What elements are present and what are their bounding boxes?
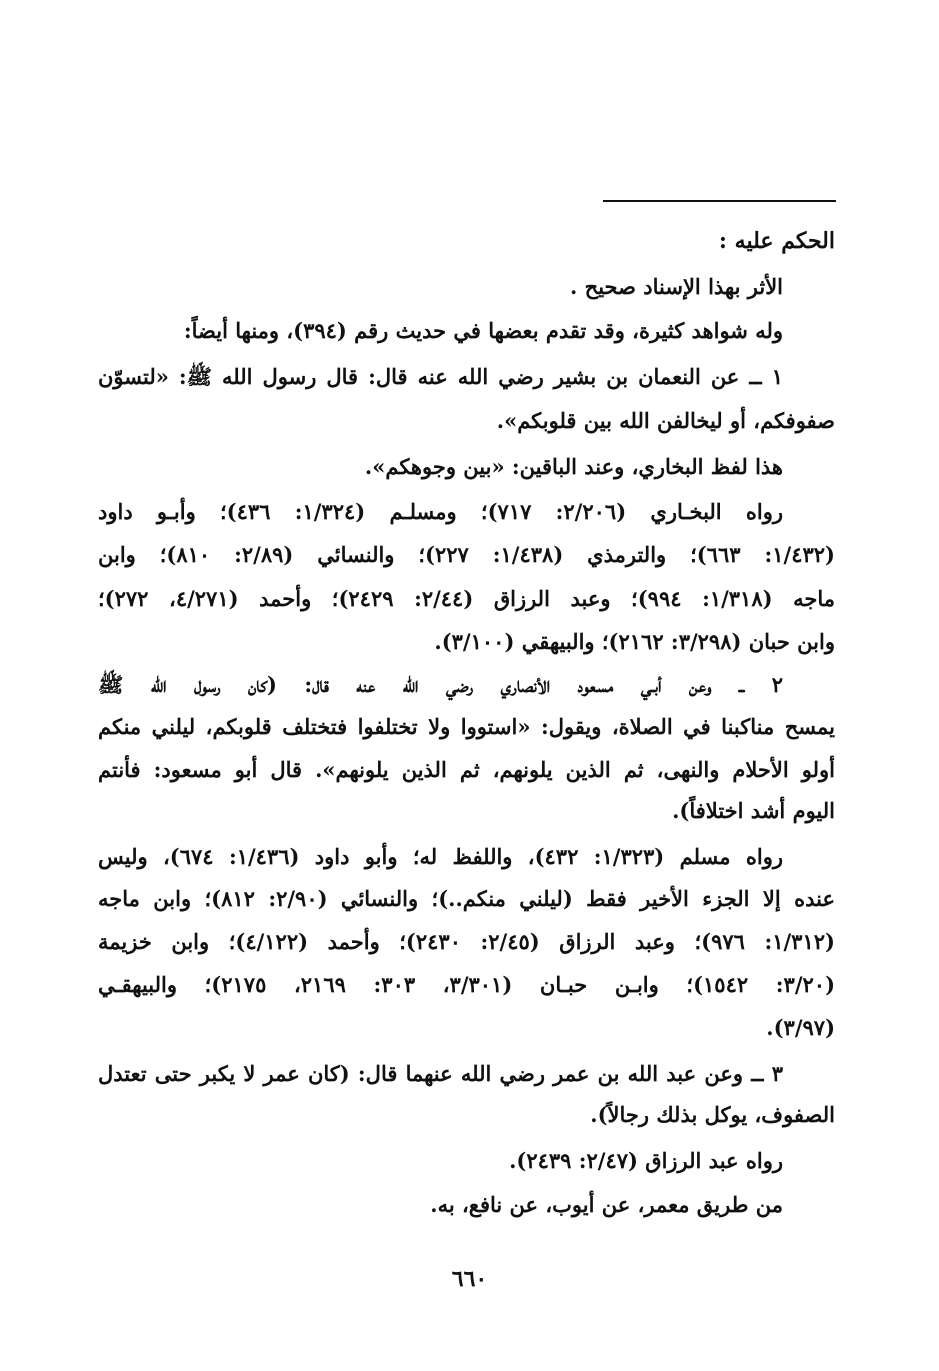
text-line-8: ماجه (١/٣١٨: ٩٩٤)؛ وعبد الرزاق (٢/٤٤: ٢٤٢٩)؛ وأحمد (٤/٢٧١، ٢٧٢)؛	[98, 586, 835, 611]
text-line-16: (١/٣١٢: ٩٧٦)؛ وعبد الرزاق (٢/٤٥: ٢٤٣٠)؛ وأحمد (٤/١٢٢)؛ وابن خزيمة	[98, 929, 835, 954]
text-line-13: اليوم أشد اختلافاً).	[672, 798, 835, 823]
text-line-22: من طريق معمر، عن أيوب، عن نافع، به.	[430, 1192, 783, 1217]
text-line-18: (٣/٩٧).	[766, 1015, 835, 1040]
text-line-19: ٣ ــ وعن عبد الله بن عمر رضي الله عنهما قال: (كان عمر لا يكبر حتى تعتدل	[98, 1061, 783, 1086]
text-line-5: هذا لفظ البخاري، وعند الباقين: «بين وجوهكم».	[364, 454, 783, 479]
footnote-separator-rule	[603, 200, 836, 202]
text-line-15: عنده إلا الجزء الأخير فقط (ليلني منكم..)؛ والنسائي (٢/٩٠: ٨١٢)؛ وابن ماجه	[98, 886, 835, 911]
text-line-3: ١ ــ عن النعمان بن بشير رضي الله عنه قال: قال رسول الله ﷺ: «لتسوّن	[98, 364, 783, 389]
text-line-1: الأثر بهذا الإسناد صحيح .	[570, 274, 783, 299]
text-line-7: (١/٤٣٢: ٦٦٣)؛ والترمذي (١/٤٣٨: ٢٢٧)؛ والنسائي (٢/٨٩: ٨١٠)؛ وابن	[98, 542, 835, 567]
text-line-6: رواه البخـاري (٢/٢٠٦: ٧١٧)؛ ومسلـم (١/٣٢٤: ٤٣٦)؛ وأبـو داود	[98, 499, 784, 524]
text-line-10: ٢ ــ وعن أبـي مسعود الأنصاري رضي الله عنه قال: (كان رسول الله ﷺ	[98, 672, 783, 697]
text-line-4: صفوفكم، أو ليخالفن الله بين قلوبكم».	[496, 408, 835, 433]
text-line-2: وله شواهد كثيرة، وقد تقدم بعضها في حديث رقم (٣٩٤)، ومنها أيضاً:	[183, 318, 783, 343]
text-line-17: (٣/٢٠: ١٥٤٢)؛ وابـن حبـان (٣/٣٠١، ٣٠٣: ٢١٦٩، ٢١٧٥)؛ والبيهقـي	[98, 972, 835, 997]
text-line-20: الصفوف، يوكل بذلك رجالاً).	[590, 1102, 835, 1127]
text-line-11: يمسح مناكبنا في الصلاة، ويقول: «استووا ولا تختلفوا فتختلف قلوبكم، ليلني منكم	[98, 714, 835, 739]
section-heading: الحكم عليه :	[718, 228, 835, 254]
text-line-21: رواه عبد الرزاق (٢/٤٧: ٢٤٣٩).	[509, 1148, 783, 1173]
text-line-9: وابن حبان (٣/٢٩٨: ٢١٦٢)؛ والبيهقي (٣/١٠٠).	[434, 629, 835, 654]
text-line-14: رواه مسلم (١/٣٢٣: ٤٣٢)، واللفظ له؛ وأبو داود (١/٤٣٦: ٦٧٤)، وليس	[98, 844, 783, 869]
text-line-12: أولو الأحلام والنهى، ثم الذين يلونهم، ثم الذين يلونهم». قال أبو مسعود: فأنتم	[98, 757, 835, 782]
page-number: ٦٦٠	[451, 1266, 488, 1292]
